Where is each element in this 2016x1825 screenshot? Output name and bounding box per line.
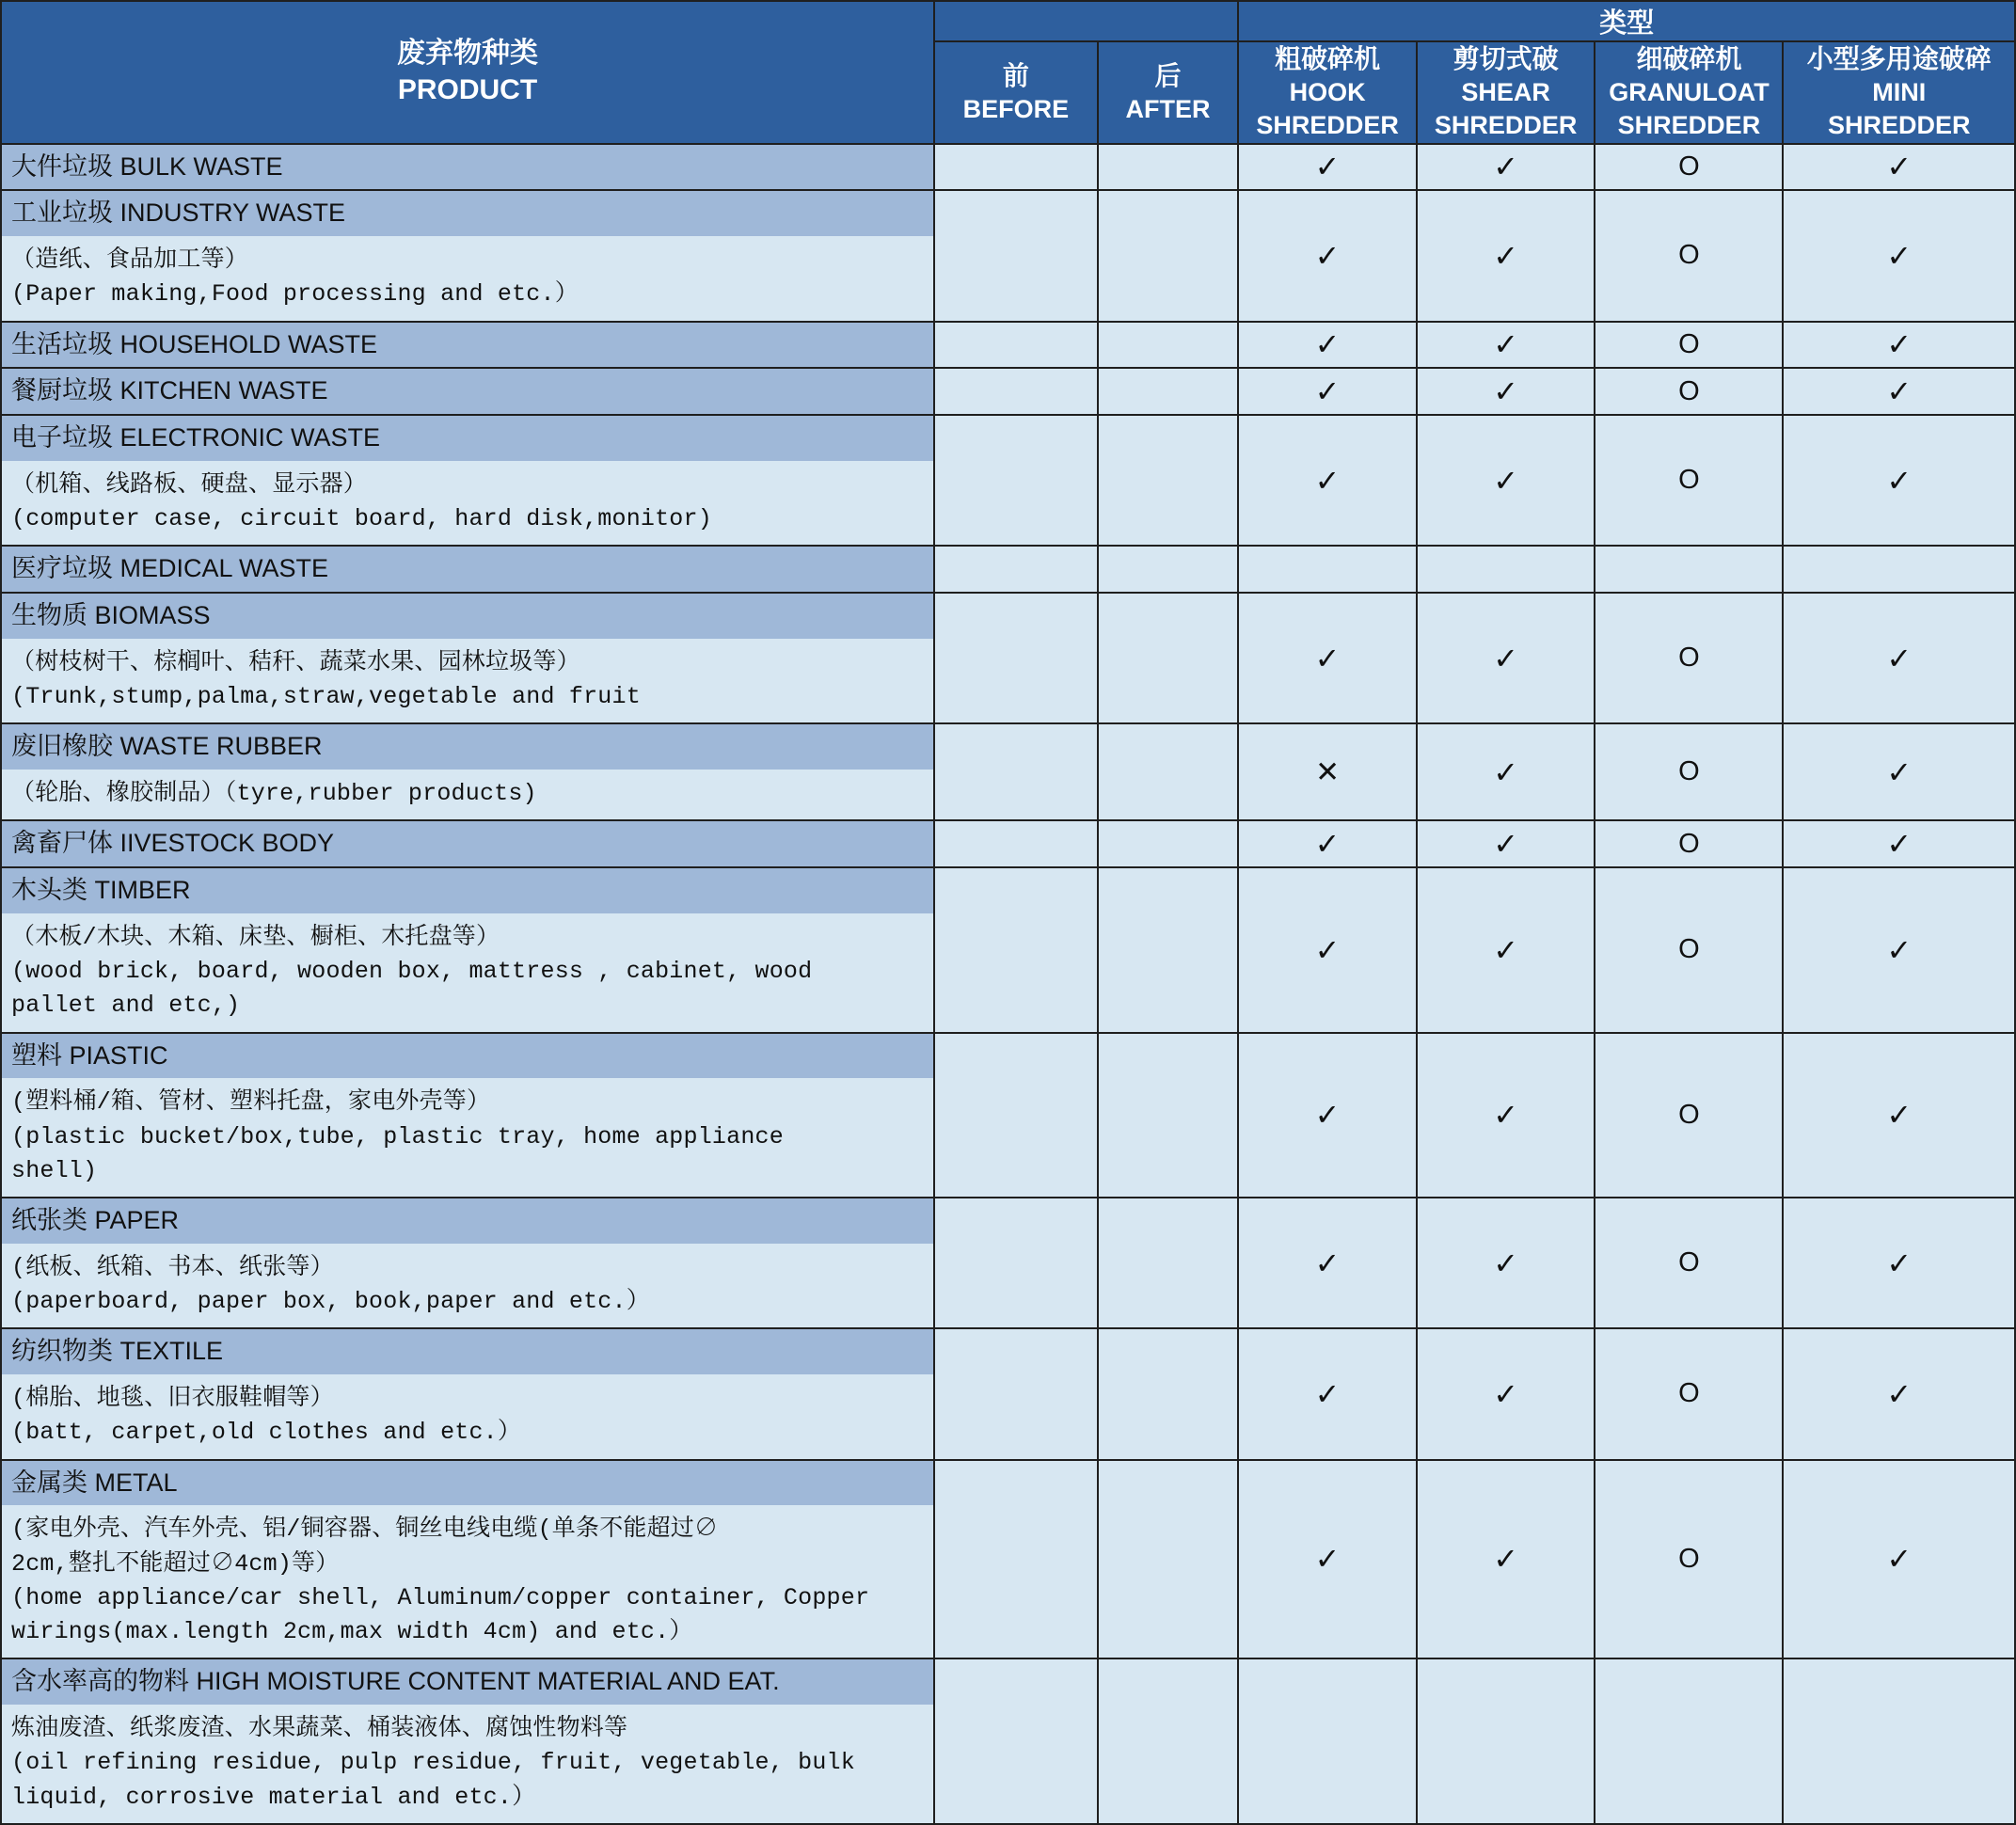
header-col-before-cn: 前 (1002, 60, 1029, 90)
product-title: 生活垃圾 HOUSEHOLD WASTE (2, 323, 933, 368)
table-row (1, 368, 2015, 415)
cell-before (934, 546, 1098, 593)
header-col-after-cn: 后 (1154, 60, 1182, 90)
product-title: 废旧橡胶 WASTE RUBBER (2, 724, 933, 770)
cell-hook (1238, 322, 1417, 369)
support-mark: O (1678, 328, 1700, 359)
product-detail (2, 913, 933, 1032)
product-detail (2, 1244, 933, 1328)
cell-after (1098, 867, 1239, 1033)
support-mark: ✓ (1314, 238, 1341, 273)
product-cell (1, 368, 934, 415)
header-col-mini-en2: SHREDDER (1827, 111, 1971, 140)
table-row (1, 593, 2015, 723)
cell-hook (1238, 1658, 1417, 1824)
product-title: 医疗垃圾 MEDICAL WASTE (2, 547, 933, 592)
cell-before (934, 1198, 1098, 1328)
cell-granuloat (1595, 1328, 1783, 1459)
cell-mini (1783, 1198, 2015, 1328)
cell-mini (1783, 1460, 2015, 1659)
product-cell (1, 593, 934, 723)
support-mark: ✓ (1886, 1542, 1913, 1577)
product-title: 纸张类 PAPER (2, 1198, 933, 1244)
cell-mini (1783, 820, 2015, 867)
product-cell (1, 1460, 934, 1659)
product-title: 电子垃圾 ELECTRONIC WASTE (2, 416, 933, 461)
product-detail-line: (batt, carpet,old clothes and etc.） (11, 1419, 522, 1447)
support-mark: ✓ (1314, 932, 1341, 967)
support-mark: ✓ (1314, 1246, 1341, 1280)
cell-granuloat (1595, 593, 1783, 723)
cell-after (1098, 190, 1239, 321)
cell-after (1098, 1033, 1239, 1198)
support-mark: ✓ (1314, 327, 1341, 362)
product-detail-line: （轮胎、橡胶制品）（tyre,rubber products) (11, 780, 537, 808)
cell-granuloat (1595, 1033, 1783, 1198)
table-row (1, 1460, 2015, 1659)
cell-after (1098, 144, 1239, 191)
cell-shear (1417, 415, 1595, 546)
product-detail-line: (家电外壳、汽车外壳、铝/铜容器、铜丝电线电缆(单条不能超过∅ (11, 1516, 719, 1544)
support-mark: ✓ (1493, 1376, 1519, 1411)
table-header (1, 1, 2015, 144)
support-mark: ✓ (1314, 641, 1341, 675)
cell-after (1098, 593, 1239, 723)
cell-mini (1783, 867, 2015, 1033)
product-title: 塑料 PIASTIC (2, 1034, 933, 1079)
product-title: 大件垃圾 BULK WASTE (2, 145, 933, 190)
product-detail-line: （造纸、食品加工等） (11, 246, 249, 275)
product-cell (1, 546, 934, 593)
product-cell (1, 1198, 934, 1328)
support-mark: ✓ (1314, 374, 1341, 409)
support-mark: O (1678, 1543, 1700, 1574)
product-cell (1, 723, 934, 820)
cell-mini (1783, 1328, 2015, 1459)
support-mark: ✓ (1886, 150, 1913, 184)
header-col-hook (1238, 41, 1417, 144)
product-title: 金属类 METAL (2, 1461, 933, 1506)
product-title: 生物质 BIOMASS (2, 594, 933, 639)
cell-before (934, 190, 1098, 321)
support-mark: ✓ (1886, 932, 1913, 967)
header-col-granuloat-en2: SHREDDER (1617, 111, 1761, 140)
product-detail-line: wirings(max.length 2cm,max width 4cm) and etc.） (11, 1618, 693, 1646)
cell-mini (1783, 723, 2015, 820)
support-mark: O (1678, 151, 1700, 182)
support-mark: ✓ (1493, 463, 1519, 498)
support-mark: ✓ (1886, 327, 1913, 362)
product-detail (2, 1374, 933, 1459)
header-col-shear-en: SHEAR (1461, 78, 1550, 107)
product-cell (1, 1033, 934, 1198)
cell-after (1098, 1658, 1239, 1824)
cell-after (1098, 1328, 1239, 1459)
cell-mini (1783, 1033, 2015, 1198)
header-col-granuloat (1595, 41, 1783, 144)
cell-granuloat (1595, 415, 1783, 546)
cell-granuloat (1595, 190, 1783, 321)
cell-granuloat (1595, 1460, 1783, 1659)
product-detail-line: (Paper making,Food processing and etc.） (11, 280, 579, 309)
header-col-mini-cn: 小型多用途破碎 (1806, 44, 1992, 73)
product-detail-line: (home appliance/car shell, Aluminum/copper container, Copper (11, 1583, 870, 1611)
cell-shear (1417, 1460, 1595, 1659)
table-row (1, 144, 2015, 191)
support-mark: ✓ (1493, 374, 1519, 409)
support-mark: ✓ (1886, 1098, 1913, 1133)
header-col-hook-cn: 粗破碎机 (1275, 44, 1381, 73)
cell-mini (1783, 546, 2015, 593)
cell-mini (1783, 322, 2015, 369)
product-detail-line: （树枝树干、棕榈叶、秸秆、蔬菜水果、园林垃圾等） (11, 648, 580, 676)
cell-hook (1238, 820, 1417, 867)
header-product-cn: 废弃物种类 (397, 38, 539, 70)
cell-shear (1417, 368, 1595, 415)
cell-before (934, 820, 1098, 867)
product-cell (1, 415, 934, 546)
support-mark: ✓ (1314, 827, 1341, 862)
product-title: 含水率高的物料 HIGH MOISTURE CONTENT MATERIAL AND EAT. (2, 1659, 933, 1705)
product-title: 木头类 TIMBER (2, 868, 933, 913)
product-title: 工业垃圾 INDUSTRY WASTE (2, 191, 933, 236)
support-mark: O (1678, 828, 1700, 859)
cell-before (934, 1328, 1098, 1459)
product-cell (1, 1658, 934, 1824)
cell-granuloat (1595, 820, 1783, 867)
table-row (1, 1198, 2015, 1328)
support-mark: ✓ (1314, 150, 1341, 184)
cell-shear (1417, 593, 1595, 723)
product-detail-line: （木板/木块、木箱、床垫、橱柜、木托盘等） (11, 923, 500, 951)
cell-hook (1238, 144, 1417, 191)
product-detail-line: (Trunk,stump,palma,straw,vegetable and fruit (11, 683, 641, 711)
support-mark: ✓ (1314, 463, 1341, 498)
cell-granuloat (1595, 546, 1783, 593)
cell-shear (1417, 723, 1595, 820)
support-mark: ✓ (1886, 238, 1913, 273)
cell-shear (1417, 820, 1595, 867)
support-mark: ✓ (1493, 238, 1519, 273)
cell-before (934, 144, 1098, 191)
product-detail (2, 770, 933, 819)
header-col-after (1098, 41, 1239, 144)
cell-shear (1417, 190, 1595, 321)
cell-hook (1238, 546, 1417, 593)
header-col-mini (1783, 41, 2015, 144)
support-mark: O (1678, 934, 1700, 965)
header-product-en: PRODUCT (397, 73, 538, 105)
product-cell (1, 867, 934, 1033)
header-col-hook-en2: SHREDDER (1256, 111, 1399, 140)
support-mark: ✓ (1886, 1246, 1913, 1280)
cell-hook (1238, 593, 1417, 723)
cell-hook (1238, 190, 1417, 321)
product-cell (1, 144, 934, 191)
support-mark: ✓ (1493, 754, 1519, 789)
product-detail (2, 1705, 933, 1823)
product-detail-line: (plastic bucket/box,tube, plastic tray, home appliance (11, 1122, 784, 1151)
support-mark: ✓ (1493, 641, 1519, 675)
cell-shear (1417, 322, 1595, 369)
cell-shear (1417, 1033, 1595, 1198)
header-col-shear-en2: SHREDDER (1434, 111, 1578, 140)
product-detail (2, 1078, 933, 1197)
header-col-hook-en: HOOK (1289, 78, 1366, 107)
cell-shear (1417, 1328, 1595, 1459)
support-mark: O (1678, 375, 1700, 406)
cell-before (934, 322, 1098, 369)
cell-granuloat (1595, 1658, 1783, 1824)
support-mark: ✓ (1493, 1246, 1519, 1280)
table-row (1, 190, 2015, 321)
product-detail-line: (oil refining residue, pulp residue, fruit, vegetable, bulk (11, 1749, 855, 1777)
cell-hook (1238, 368, 1417, 415)
table-row (1, 322, 2015, 369)
cell-hook (1238, 723, 1417, 820)
product-cell (1, 322, 934, 369)
support-mark: ✓ (1493, 827, 1519, 862)
product-cell (1, 1328, 934, 1459)
cell-mini (1783, 1658, 2015, 1824)
cell-mini (1783, 593, 2015, 723)
table-row (1, 723, 2015, 820)
cell-granuloat (1595, 723, 1783, 820)
cell-after (1098, 723, 1239, 820)
table-row (1, 1033, 2015, 1198)
support-mark: ✓ (1886, 463, 1913, 498)
product-detail-line: 炼油废渣、纸浆废渣、水果蔬菜、桶装液体、腐蚀性物料等 (11, 1715, 628, 1743)
cell-after (1098, 415, 1239, 546)
cell-hook (1238, 1033, 1417, 1198)
header-col-granuloat-cn: 细破碎机 (1636, 44, 1742, 73)
product-detail-line: (塑料桶/箱、管材、塑料托盘，家电外壳等） (11, 1088, 491, 1117)
support-mark: O (1678, 1099, 1700, 1130)
cell-before (934, 1460, 1098, 1659)
product-detail (2, 1505, 933, 1658)
cell-hook (1238, 1328, 1417, 1459)
product-detail-line: shell) (11, 1156, 98, 1184)
cell-granuloat (1595, 1198, 1783, 1328)
table-row (1, 1658, 2015, 1824)
cell-after (1098, 368, 1239, 415)
cell-shear (1417, 867, 1595, 1033)
product-detail (2, 236, 933, 321)
cell-shear (1417, 1658, 1595, 1824)
product-detail-line: (computer case, circuit board, hard disk,monitor) (11, 505, 712, 533)
product-cell (1, 820, 934, 867)
table-row (1, 546, 2015, 593)
support-mark: ✓ (1493, 1098, 1519, 1133)
table-row (1, 867, 2015, 1033)
product-detail-line: (wood brick, board, wooden box, mattress , cabinet, wood (11, 958, 813, 986)
cell-before (934, 867, 1098, 1033)
cell-after (1098, 1460, 1239, 1659)
support-mark: ✓ (1493, 1542, 1519, 1577)
product-title: 纺织物类 TEXTILE (2, 1329, 933, 1374)
cell-granuloat (1595, 144, 1783, 191)
header-spacer (934, 1, 1238, 41)
cell-before (934, 415, 1098, 546)
cell-mini (1783, 415, 2015, 546)
support-mark: ✓ (1886, 754, 1913, 789)
support-mark: O (1678, 465, 1700, 496)
cell-granuloat (1595, 867, 1783, 1033)
support-mark: ✓ (1886, 827, 1913, 862)
cell-before (934, 1658, 1098, 1824)
support-mark: O (1678, 643, 1700, 674)
cell-after (1098, 546, 1239, 593)
table-row (1, 1328, 2015, 1459)
support-mark: ✓ (1493, 932, 1519, 967)
header-col-shear (1417, 41, 1595, 144)
support-mark: ✓ (1886, 1376, 1913, 1411)
cell-after (1098, 1198, 1239, 1328)
header-product (1, 1, 934, 144)
header-col-mini-en: MINI (1872, 78, 1927, 107)
product-detail-line: (棉胎、地毯、旧衣服鞋帽等） (11, 1385, 334, 1413)
cell-hook (1238, 1460, 1417, 1659)
support-mark: ✓ (1314, 1542, 1341, 1577)
support-mark: O (1678, 1378, 1700, 1409)
cell-hook (1238, 867, 1417, 1033)
support-mark: ✓ (1886, 374, 1913, 409)
product-detail-line: 2cm,整扎不能超过∅4cm)等） (11, 1549, 340, 1578)
support-mark: ✓ (1493, 150, 1519, 184)
support-mark: ✕ (1315, 755, 1341, 789)
header-col-granuloat-en: GRANULOAT (1609, 78, 1770, 107)
cell-hook (1238, 1198, 1417, 1328)
support-mark: ✓ (1314, 1098, 1341, 1133)
cell-after (1098, 820, 1239, 867)
product-title: 禽畜尸体 IIVESTOCK BODY (2, 821, 933, 866)
support-mark: ✓ (1314, 1376, 1341, 1411)
support-mark: O (1678, 756, 1700, 787)
cell-before (934, 1033, 1098, 1198)
cell-before (934, 593, 1098, 723)
support-mark: ✓ (1493, 327, 1519, 362)
cell-shear (1417, 1198, 1595, 1328)
header-col-after-en: AFTER (1125, 94, 1211, 123)
header-col-before (934, 41, 1098, 144)
product-detail-line: （机箱、线路板、硬盘、显示器） (11, 470, 368, 499)
cell-before (934, 368, 1098, 415)
cell-before (934, 723, 1098, 820)
product-detail-line: (paperboard, paper box, book,paper and etc.） (11, 1288, 650, 1316)
product-detail (2, 639, 933, 723)
support-mark: O (1678, 240, 1700, 271)
cell-mini (1783, 368, 2015, 415)
product-title: 餐厨垃圾 KITCHEN WASTE (2, 369, 933, 414)
cell-mini (1783, 144, 2015, 191)
product-cell (1, 190, 934, 321)
cell-mini (1783, 190, 2015, 321)
support-mark: ✓ (1886, 641, 1913, 675)
table-row (1, 415, 2015, 546)
product-detail-line: liquid, corrosive material and etc.） (11, 1783, 536, 1811)
header-type-group: 类型 (1238, 1, 2015, 41)
cell-shear (1417, 546, 1595, 593)
cell-granuloat (1595, 368, 1783, 415)
header-col-shear-cn: 剪切式破 (1452, 44, 1559, 73)
table-row (1, 820, 2015, 867)
product-detail-line: (纸板、纸箱、书本、纸张等） (11, 1253, 334, 1281)
cell-granuloat (1595, 322, 1783, 369)
support-mark: O (1678, 1247, 1700, 1278)
header-col-before-en: BEFORE (962, 94, 1070, 123)
product-detail (2, 461, 933, 546)
product-detail-line: pallet and etc,) (11, 992, 241, 1020)
cell-after (1098, 322, 1239, 369)
table-body (1, 144, 2015, 1824)
cell-hook (1238, 415, 1417, 546)
cell-shear (1417, 144, 1595, 191)
